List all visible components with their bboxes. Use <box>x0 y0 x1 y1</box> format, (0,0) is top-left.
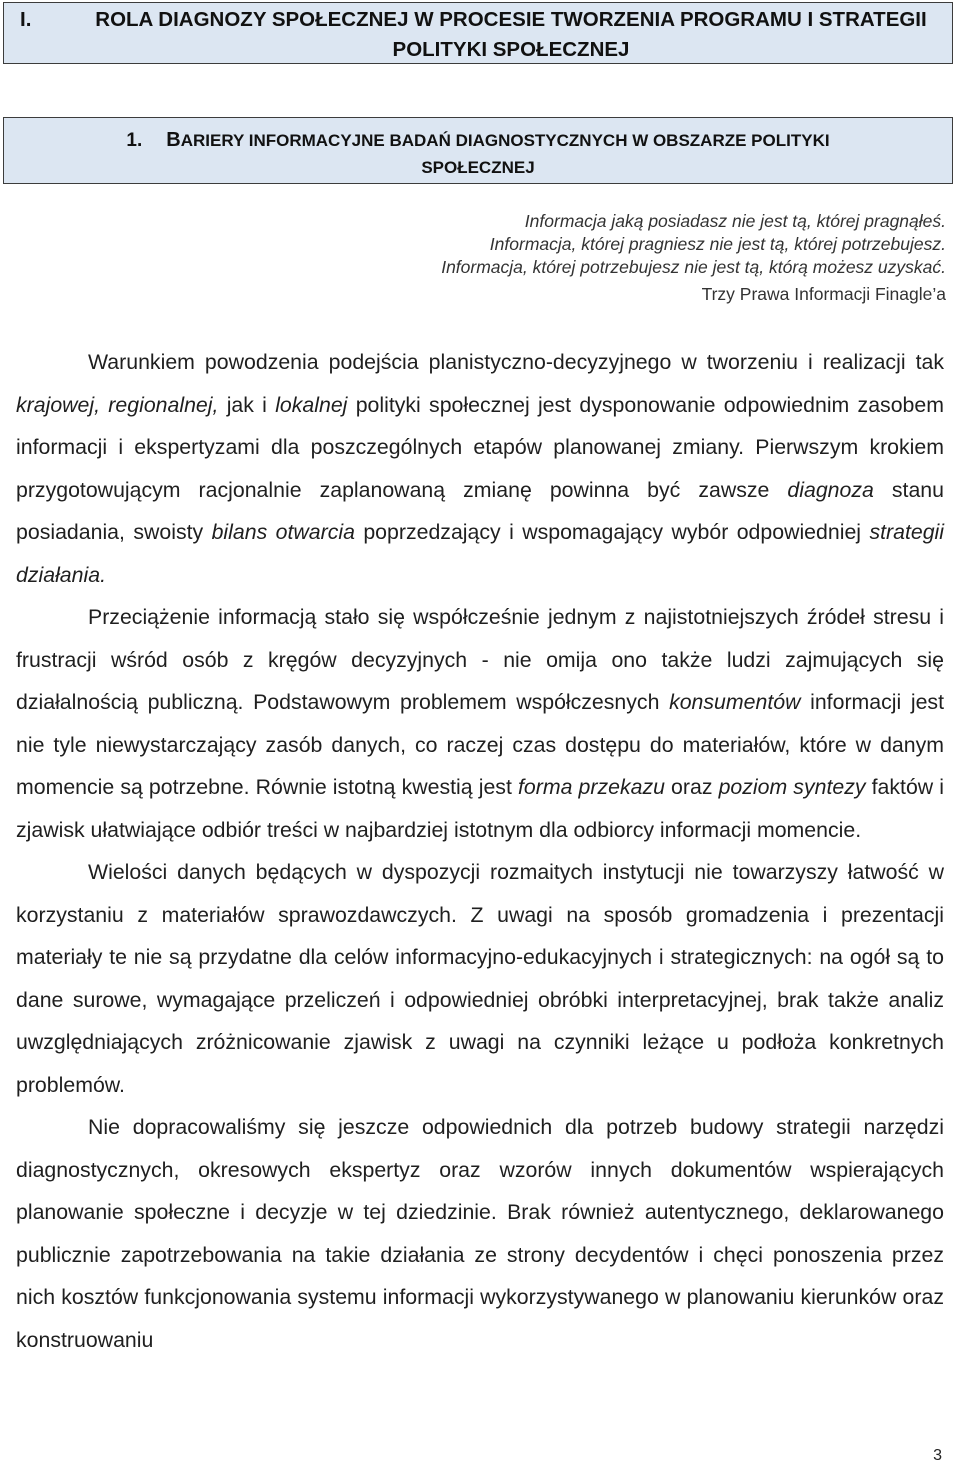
section-heading <box>3 117 953 184</box>
section-title-line1: ARIERY INFORMACYJNE BADAŃ DIAGNOSTYCZNYCH W OBSZARZE POLITYKI <box>180 131 830 150</box>
paragraph-1 <box>16 341 944 596</box>
text-run: jak i <box>218 392 276 417</box>
chapter-number: I. <box>20 8 32 31</box>
text-run: informacji jest nie tyle niewystarczający zasób danych, co raczej czas dostępu do materiałów, które w danym momencie są potrzebne. Równie istotną kwestią jest <box>16 690 945 799</box>
text-run: oraz <box>664 775 719 799</box>
paragraph-4: Nie dopracowaliśmy się jeszcze odpowiednich dla potrzeb budowy strategii narzędzi diagnostycznych, okresowych ekspertyz oraz wzorów innych dokumentów wspierających planowanie społeczne i decyzje w tej dziedzinie. Brak również autentycznego, deklarowanego publicznie zapotrzebowania na takie działania ze strony decydentów i chęci ponoszenia przez nich kosztów funkcjonowania systemu informacji wykorzystywanego w planowaniu kierunków oraz konstruowaniu <box>16 1115 944 1352</box>
section-title-initial: B <box>166 129 181 151</box>
italic-run: lokalnej <box>275 392 348 417</box>
chapter-heading <box>3 2 953 64</box>
section-number: 1. <box>126 130 143 151</box>
italic-run: strategii działania. <box>16 520 945 587</box>
text-run: Warunkiem powodzenia podejścia planistyczno-decyzyjnego w tworzeniu i realizacji tak <box>88 350 944 374</box>
paragraph-3: Wielości danych będących w dyspozycji rozmaitych instytucji nie towarzyszy łatwość w korzystaniu z materiałów sprawozdawczych. Z uwagi na sposób gromadzenia i prezentacji materiały te nie są przydatne dla celów informacyjno-edukacyjnych i strategicznych: na ogół są to dane surowe, wymagające przeliczeń i odpowiedniej obróbki interpretacyjnej, brak także analiz uwzględniających zróżnicowanie zjawisk z uwagi na czynniki leżące u podłoża konkretnych problemów. <box>16 860 944 1097</box>
page-number: 3 <box>933 1447 942 1464</box>
epigraph-line: Informacja jaką posiadasz nie jest tą, której pragnąłeś. <box>524 211 946 231</box>
epigraph-source: Trzy Prawa Informacji Finagle’a <box>701 284 946 304</box>
epigraph <box>441 210 946 279</box>
epigraph-line: Informacja, której pragniesz nie jest tą, której potrzebujesz. <box>489 234 946 254</box>
text-run: faktów i zjawisk ułatwiające odbiór treści w najbardziej istotnym dla odbiorcy informacji momencie. <box>16 775 944 842</box>
italic-run: konsumentów <box>669 690 801 714</box>
text-run: stanu posiadania, swoisty <box>16 477 944 544</box>
text-run: Przeciążenie informacją stało się współcześnie jednym z najistotniejszych źródeł stresu i frustracji wśród osób z kręgów decyzyjnych - nie omija ono także ludzi zajmujących się działalnością publiczną. Podstawowym problemem współczesnych <box>16 605 944 714</box>
section-heading-line1 <box>4 127 952 154</box>
paragraph-2 <box>16 596 944 851</box>
italic-run: forma przekazu <box>517 775 665 799</box>
section-title-line2: SPOŁECZNEJ <box>421 158 535 177</box>
italic-run: poziom syntezy <box>718 775 866 799</box>
epigraph-line: Informacja, której potrzebujesz nie jest tą, którą możesz uzyskać. <box>441 257 946 277</box>
body-text <box>16 341 944 1361</box>
italic-run: krajowej, regionalnej, <box>16 392 219 417</box>
text-run: polityki społecznej jest dysponowanie odpowiednim zasobem informacji i ekspertyzami dla poszczególnych etapów planowanej zmiany. Pierwszym krokiem przygotowującym racjonalnie zaplanowaną zmianę powinna być zawsze <box>16 392 944 502</box>
text-run: poprzedzający i wspomagający wybór odpowiedniej <box>354 520 870 544</box>
italic-run: bilans otwarcia <box>211 520 355 544</box>
italic-run: diagnoza <box>787 477 874 502</box>
chapter-title: ROLA DIAGNOZY SPOŁECZNEJ W PROCESIE TWORZENIA PROGRAMU I STRATEGII POLITYKI SPOŁECZNEJ <box>95 8 927 61</box>
